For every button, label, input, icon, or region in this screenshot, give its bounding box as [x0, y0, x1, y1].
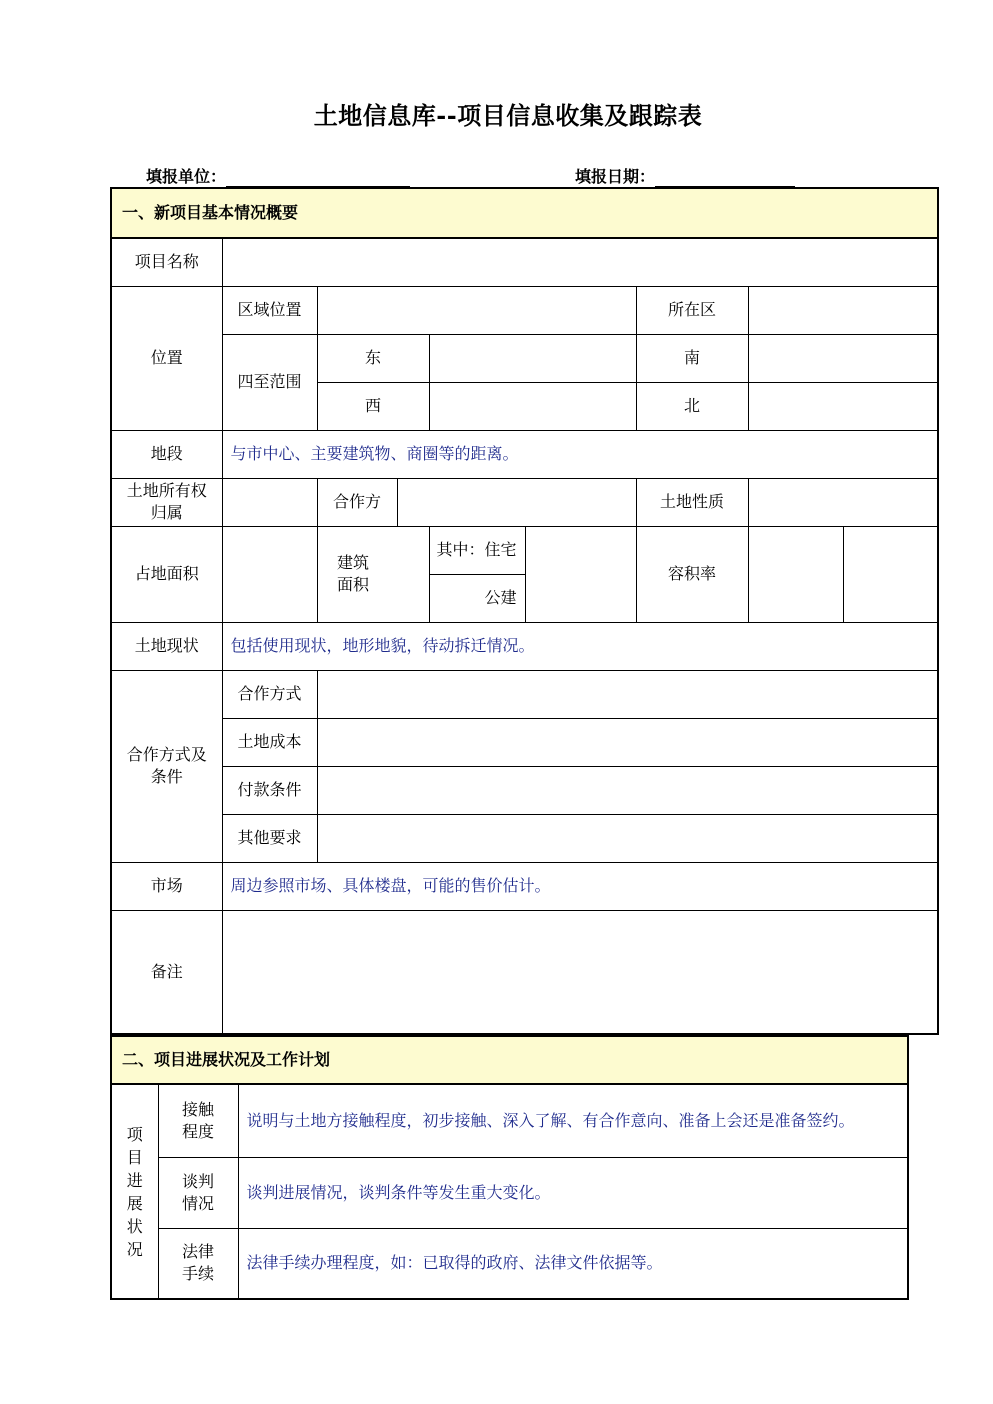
hint-lot[interactable]: 与市中心、主要建筑物、商圈等的距离。 [222, 430, 938, 478]
field-remarks[interactable] [222, 910, 938, 1034]
label-cooperation-line2: 条件 [150, 767, 183, 786]
label-progress [111, 1084, 158, 1299]
field-project-name[interactable] [222, 238, 938, 286]
label-contact [158, 1084, 238, 1157]
label-region: 区域位置 [222, 286, 317, 334]
label-negotiation-line1: 谈判 [181, 1171, 214, 1191]
hint-negotiation[interactable]: 谈判进展情况，谈判条件等发生重大变化。 [238, 1157, 908, 1228]
reporting-date [575, 164, 795, 187]
label-east: 东 [317, 334, 429, 382]
label-land-nature: 土地性质 [636, 478, 748, 526]
progress-char: 目 [126, 1147, 143, 1167]
label-ownership-line1: 土地所有权 [126, 481, 207, 500]
field-north[interactable] [748, 382, 938, 430]
field-east[interactable] [429, 334, 636, 382]
reporting-unit-label: 填报单位： [146, 167, 227, 186]
field-land-nature[interactable] [748, 478, 938, 526]
label-cooperation [111, 670, 222, 862]
label-contact-line1: 接触 [181, 1099, 214, 1119]
label-building-area [317, 526, 429, 622]
progress-char: 状 [126, 1216, 143, 1236]
progress-char: 进 [126, 1170, 143, 1190]
field-south[interactable] [748, 334, 938, 382]
reporting-date-label: 填报日期： [575, 167, 656, 186]
label-negotiation [158, 1157, 238, 1228]
progress-char: 况 [126, 1239, 143, 1259]
basic-info-table [110, 187, 939, 1035]
section-heading-basic: 一、新项目基本情况概要 [111, 188, 938, 238]
label-south: 南 [636, 334, 748, 382]
label-land-cost: 土地成本 [222, 718, 317, 766]
field-district[interactable] [748, 286, 938, 334]
hint-land-status[interactable]: 包括使用现状，地形地貌，待动拆迁情况。 [222, 622, 938, 670]
field-coop-mode[interactable] [317, 670, 938, 718]
label-contact-line2: 程度 [181, 1121, 214, 1141]
hint-market[interactable]: 周边参照市场、具体楼盘，可能的售价估计。 [222, 862, 938, 910]
label-far: 容积率 [636, 526, 748, 622]
field-far[interactable] [748, 526, 843, 622]
field-region[interactable] [317, 286, 636, 334]
field-ownership[interactable] [222, 478, 317, 526]
label-negotiation-line2: 情况 [181, 1193, 214, 1213]
label-cooperation-line1: 合作方式及 [126, 745, 207, 764]
section-heading-progress: 二、项目进展状况及工作计划 [111, 1036, 908, 1084]
label-north: 北 [636, 382, 748, 430]
reporting-unit-field[interactable] [226, 167, 410, 187]
label-location: 位置 [111, 286, 222, 430]
label-legal [158, 1228, 238, 1299]
progress-table [110, 1035, 909, 1300]
progress-char: 展 [126, 1193, 143, 1213]
page-title: 土地信息库--项目信息收集及跟踪表 [313, 101, 703, 130]
label-legal-line2: 手续 [181, 1264, 214, 1284]
label-ownership-line2: 归属 [150, 503, 183, 522]
reporting-unit [146, 164, 410, 187]
label-west: 西 [317, 382, 429, 430]
label-partner: 合作方 [317, 478, 397, 526]
label-payment: 付款条件 [222, 766, 317, 814]
progress-char: 项 [126, 1124, 143, 1144]
label-building-area-line1: 建筑 [336, 553, 369, 572]
label-site-area: 占地面积 [111, 526, 222, 622]
label-boundary: 四至范围 [222, 334, 317, 430]
reporting-date-field[interactable] [655, 167, 795, 187]
label-lot: 地段 [111, 430, 222, 478]
label-other: 其他要求 [222, 814, 317, 862]
field-payment[interactable] [317, 766, 938, 814]
label-residential: 其中：住宅 [429, 526, 525, 574]
field-partner[interactable] [397, 478, 636, 526]
label-legal-line1: 法律 [181, 1242, 214, 1262]
field-land-cost[interactable] [317, 718, 938, 766]
field-residential-public[interactable] [525, 526, 636, 622]
field-other[interactable] [317, 814, 938, 862]
label-project-name: 项目名称 [111, 238, 222, 286]
label-ownership [111, 478, 222, 526]
label-remarks: 备注 [111, 910, 222, 1034]
label-land-status: 土地现状 [111, 622, 222, 670]
hint-contact[interactable]: 说明与土地方接触程度，初步接触、深入了解、有合作意向、准备上会还是准备签约。 [238, 1084, 908, 1157]
label-public: 公建 [429, 574, 525, 622]
field-west[interactable] [429, 382, 636, 430]
label-building-area-line2: 面积 [336, 575, 369, 594]
label-district: 所在区 [636, 286, 748, 334]
label-market: 市场 [111, 862, 222, 910]
hint-legal[interactable]: 法律手续办理程度，如：已取得的政府、法律文件依据等。 [238, 1228, 908, 1299]
label-coop-mode: 合作方式 [222, 670, 317, 718]
